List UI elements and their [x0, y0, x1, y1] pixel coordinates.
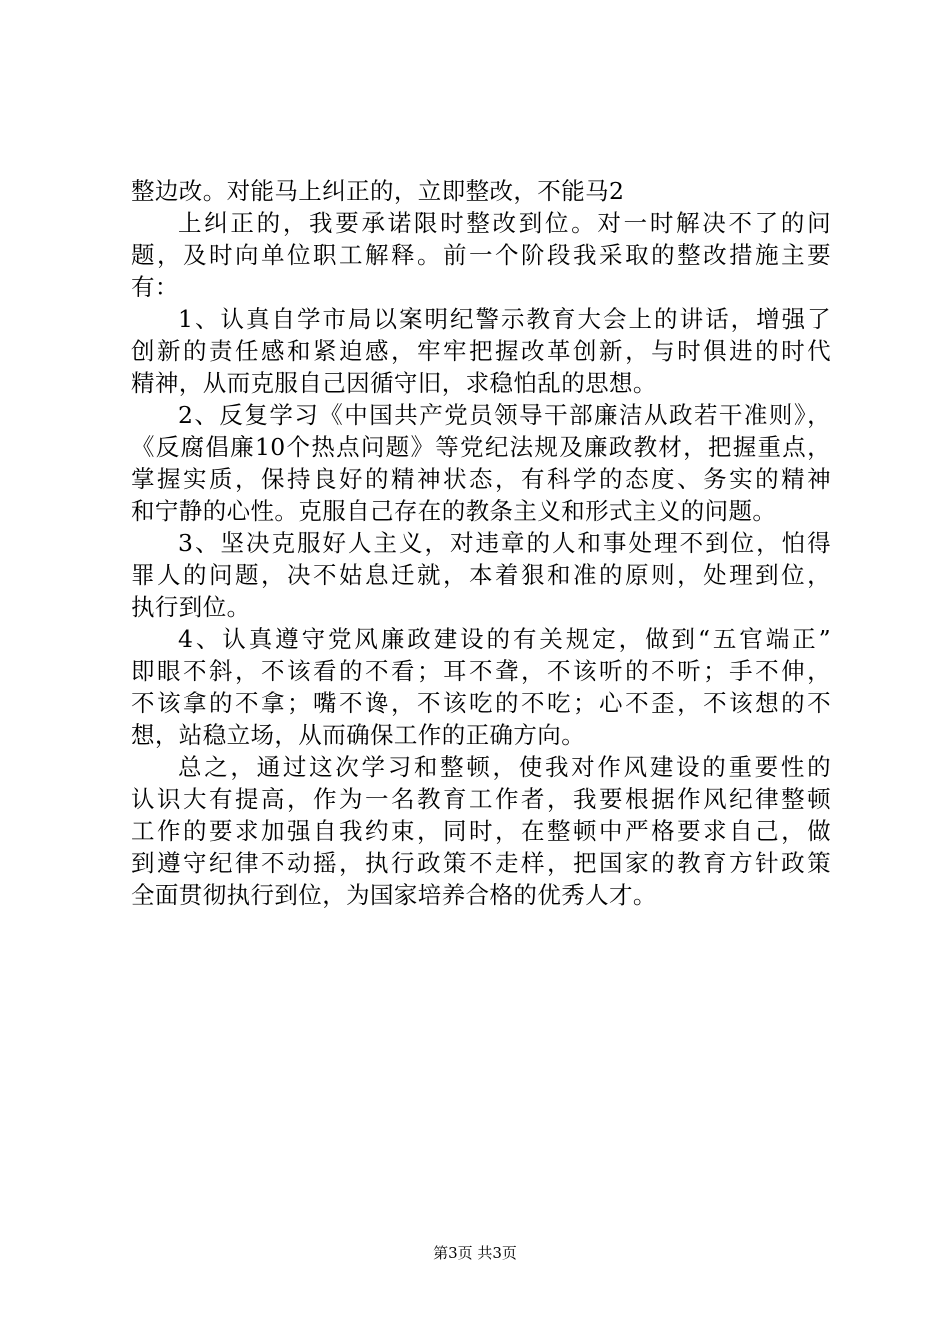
page-footer: 第3页 共3页 [433, 1244, 517, 1262]
text-line: 到遵守纪律不动摇，执行政策不走样，把国家的教育方针政策 [131, 849, 831, 877]
text-line: 精神，从而克服自己因循守旧，求稳怕乱的思想。 [131, 369, 657, 397]
text-line: 3、坚决克服好人主义，对违章的人和事处理不到位，怕得 [178, 529, 831, 557]
text-line: 整边改。对能马上纠正的，立即整改，不能马2 [131, 177, 625, 205]
text-line: 工作的要求加强自我约束，同时，在整顿中严格要求自己，做 [131, 817, 831, 845]
text-line: 总之，通过这次学习和整顿，使我对作风建设的重要性的 [178, 753, 831, 781]
text-line: 认识大有提高，作为一名教育工作者，我要根据作风纪律整顿 [131, 785, 831, 813]
text-line: 2、反复学习《中国共产党员领导干部廉洁从政若干准则》， [178, 401, 831, 429]
text-line: 全面贯彻执行到位，为国家培养合格的优秀人才。 [131, 881, 657, 909]
text-line: 想，站稳立场，从而确保工作的正确方向。 [131, 721, 586, 749]
text-line: 题，及时向单位职工解释。前一个阶段我采取的整改措施主要 [131, 241, 831, 269]
text-line: 即眼不斜，不该看的不看；耳不聋，不该听的不听；手不伸， [131, 657, 831, 685]
text-line: 有： [131, 273, 179, 301]
text-line: 不该拿的不拿；嘴不谗，不该吃的不吃；心不歪，不该想的不 [131, 689, 831, 717]
text-line: 上纠正的，我要承诺限时整改到位。对一时解决不了的问 [178, 209, 831, 237]
text-line: 4、认真遵守党风廉政建设的有关规定，做到“五官端正” [178, 625, 831, 653]
text-line: 创新的责任感和紧迫感，牢牢把握改革创新，与时俱进的时代 [131, 337, 831, 365]
text-line: 执行到位。 [131, 593, 251, 621]
text-line: 1、认真自学市局以案明纪警示教育大会上的讲话，增强了 [178, 305, 831, 333]
text-line: 掌握实质，保持良好的精神状态，有科学的态度、务实的精神 [131, 465, 831, 493]
text-line: 和宁静的心性。克服自己存在的教条主义和形式主义的问题。 [131, 497, 777, 525]
text-line: 《反腐倡廉10个热点问题》等党纪法规及廉政教材，把握重点， [131, 433, 831, 461]
text-line: 罪人的问题，决不姑息迁就，本着狠和准的原则，处理到位， [131, 561, 831, 589]
